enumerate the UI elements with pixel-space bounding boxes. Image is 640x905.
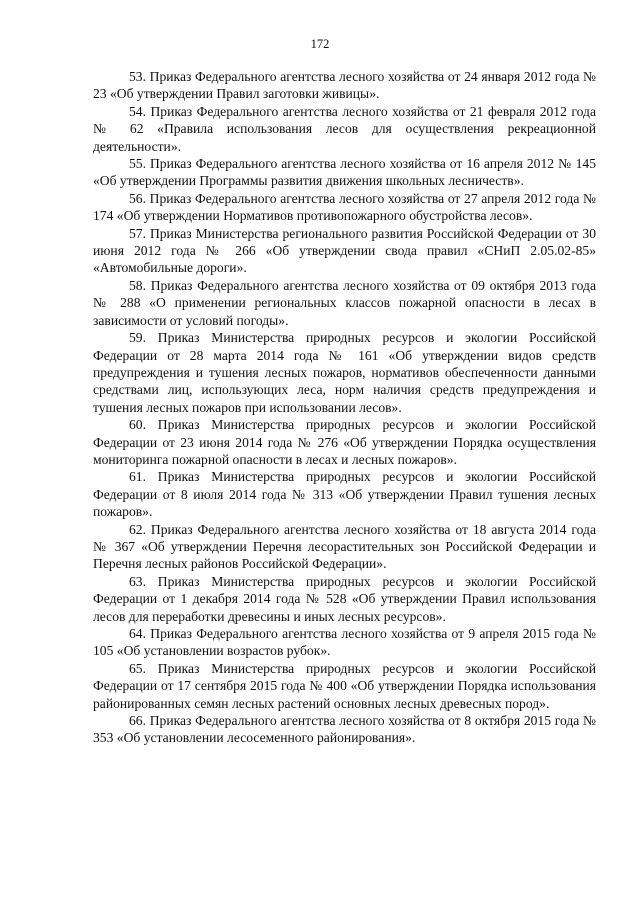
list-item: 62. Приказ Федерального агентства лесного хозяйства от 18 августа 2014 года № 367 «Об утверждении Перечня лесорастительных зон Российской Федерации и Перечня лесных районов Российской Федерации». [93,521,596,572]
list-item: 54. Приказ Федерального агентства лесного хозяйства от 21 февраля 2012 года № 62 «Правила использования лесов для осуществления рекреационной деятельности». [93,103,596,154]
document-body [93,68,596,747]
list-item: 66. Приказ Федерального агентства лесного хозяйства от 8 октября 2015 года № 353 «Об установлении лесосеменного районирования». [93,713,596,746]
page-number: 172 [310,37,330,51]
list-item: 58. Приказ Федерального агентства лесного хозяйства от 09 октября 2013 года № 288 «О применении региональных классов пожарной опасности в лесах в зависимости от условий погоды». [93,277,596,328]
list-item: 53. Приказ Федерального агентства лесного хозяйства от 24 января 2012 года № 23 «Об утверждении Правил заготовки живицы». [93,69,596,102]
list-item: 59. Приказ Министерства природных ресурсов и экологии Российской Федерации от 28 марта 2014 года № 161 «Об утверждении видов средств предупреждения и тушения лесных пожаров, нормативов обеспеченности данными средствами лиц, использующих леса, норм наличия средств предупреждения и тушения лесных пожаров при использовании лесов». [93,330,596,415]
list-item: 61. Приказ Министерства природных ресурсов и экологии Российской Федерации от 8 июля 2014 года № 313 «Об утверждении Правил тушения лесных пожаров». [93,469,596,520]
list-item: 60. Приказ Министерства природных ресурсов и экологии Российской Федерации от 23 июня 2014 года № 276 «Об утверждении Порядка осуществления мониторинга пожарной опасности в лесах и лесных пожаров». [93,417,596,467]
list-item: 63. Приказ Министерства природных ресурсов и экологии Российской Федерации от 1 декабря 2014 года № 528 «Об утверждении Правил использования лесов для переработки древесины и иных лесных ресурсов». [93,573,596,624]
list-item: 57. Приказ Министерства регионального развития Российской Федерации от 30 июня 2012 года № 266 «Об утверждении свода правил «СНиП 2.05.02-85» «Автомобильные дороги». [93,225,596,276]
list-item: 65. Приказ Министерства природных ресурсов и экологии Российской Федерации от 17 сентября 2015 года № 400 «Об утверждении Порядка использования районированных семян лесных растений основных лесных древесных пород». [93,660,596,711]
list-item: 56. Приказ Федерального агентства лесного хозяйства от 27 апреля 2012 года № 174 «Об утверждении Нормативов противопожарного обустройства лесов». [93,190,596,224]
list-item: 55. Приказ Федерального агентства лесного хозяйства от 16 апреля 2012 № 145 «Об утверждении Программы развития движения школьных лесничеств». [93,156,596,189]
list-item: 64. Приказ Федерального агентства лесного хозяйства от 9 апреля 2015 года № 105 «Об установлении возрастов рубок». [93,626,596,659]
